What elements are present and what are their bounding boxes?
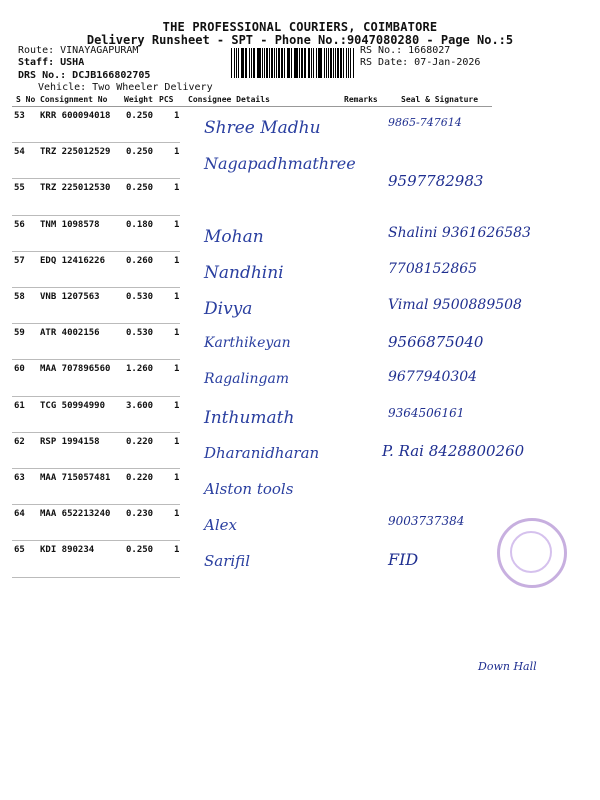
- table-row: [0, 144, 600, 180]
- row-pcs: 1: [174, 292, 180, 302]
- row-divider: [12, 323, 180, 324]
- row-divider: [12, 577, 180, 578]
- route-label: Route: VINAYAGAPURAM: [18, 45, 139, 56]
- consignee-name: Inthumath: [204, 407, 295, 428]
- row-consignment-no: KRR 600094018: [40, 111, 111, 121]
- table-row: [0, 172, 600, 216]
- signature: Shalini 9361626583: [388, 224, 531, 241]
- row-weight: 0.250: [126, 183, 154, 194]
- row-weight: 1.260: [126, 364, 154, 375]
- consignee-name: Nandhini: [204, 262, 284, 283]
- signature: 9566875040: [388, 333, 484, 352]
- row-sno: 62: [14, 436, 25, 447]
- row-pcs: 1: [174, 545, 180, 556]
- col-pcs: PCS: [159, 95, 174, 104]
- row-sno: 63: [14, 473, 25, 483]
- consignee-name: Ragalingam: [204, 371, 290, 388]
- signature: 9865-747614: [388, 116, 462, 129]
- row-weight: 0.260: [126, 255, 154, 266]
- row-weight: 0.530: [126, 328, 154, 339]
- consignee-name: Shree Madhu: [204, 118, 321, 138]
- rs-date-label: RS Date: 07-Jan-2026: [360, 57, 481, 68]
- row-consignment-no: VNB 1207563: [40, 292, 100, 302]
- col-consignment: Consignment No: [40, 95, 108, 104]
- row-pcs: 1: [174, 183, 180, 194]
- company-title: THE PROFESSIONAL COURIERS, COIMBATORE: [162, 20, 438, 34]
- col-consignee: Consignee Details: [188, 95, 270, 104]
- row-sno: 59: [14, 328, 25, 339]
- row-sno: 60: [14, 364, 25, 375]
- row-pcs: 1: [174, 219, 180, 230]
- table-row: [0, 361, 600, 397]
- table-row: [0, 325, 600, 361]
- row-pcs: 1: [174, 473, 180, 483]
- row-consignment-no: TCG 50994990: [40, 400, 106, 411]
- row-divider: [12, 215, 180, 216]
- row-sno: 57: [14, 255, 25, 266]
- row-weight: 0.230: [126, 509, 154, 520]
- row-sno: 65: [14, 545, 25, 556]
- col-sno: S No: [16, 95, 36, 104]
- row-weight: 0.220: [126, 436, 154, 447]
- signature: FID: [388, 550, 419, 570]
- col-remarks: Remarks: [344, 95, 378, 104]
- signature: 7708152865: [388, 260, 478, 277]
- row-consignment-no: MAA 652213240: [40, 509, 111, 520]
- consignee-name: Divya: [204, 299, 253, 319]
- row-consignment-no: TRZ 225012529: [40, 147, 111, 158]
- row-consignment-no: MAA 715057481: [40, 473, 111, 483]
- row-pcs: 1: [174, 147, 180, 158]
- row-divider: [12, 142, 180, 143]
- row-sno: 56: [14, 219, 25, 230]
- row-sno: 61: [14, 400, 25, 411]
- header-divider: [12, 106, 492, 107]
- row-divider: [12, 432, 180, 433]
- row-pcs: 1: [174, 436, 180, 447]
- row-consignment-no: MAA 707896560: [40, 364, 111, 375]
- row-divider: [12, 359, 180, 360]
- consignee-name: Sarifil: [204, 552, 250, 571]
- row-pcs: 1: [174, 255, 180, 266]
- row-consignment-no: ATR 4002156: [40, 328, 100, 339]
- drs-label: DRS No.: DCJB166802705: [18, 70, 151, 81]
- signature: 9597782983: [388, 172, 484, 191]
- table-row: [0, 289, 600, 325]
- runsheet-title: Delivery Runsheet - SPT - Phone No.:9047080280 - Page No.:5: [86, 33, 514, 47]
- row-weight: 0.530: [126, 292, 154, 302]
- consignee-name: Mohan: [204, 226, 264, 247]
- row-divider: [12, 251, 180, 252]
- row-pcs: 1: [174, 328, 180, 339]
- row-pcs: 1: [174, 111, 180, 121]
- signature: 9003737384: [388, 514, 465, 529]
- row-divider: [12, 504, 180, 505]
- row-consignment-no: EDQ 12416226: [40, 255, 106, 266]
- table-row: [0, 470, 600, 506]
- col-weight: Weight: [124, 95, 153, 104]
- row-divider: [12, 540, 180, 541]
- courier-stamp: [497, 518, 567, 588]
- row-weight: 0.180: [126, 219, 154, 230]
- signature: 9364506161: [388, 405, 465, 420]
- consignee-name: Dharanidharan: [204, 443, 320, 462]
- row-divider: [12, 468, 180, 469]
- consignee-name: Alston tools: [204, 480, 294, 498]
- row-pcs: 1: [174, 400, 180, 411]
- table-row: [0, 108, 600, 144]
- consignee-name: Nagapadhmathree: [204, 154, 356, 174]
- row-consignment-no: RSP 1994158: [40, 436, 100, 447]
- row-pcs: 1: [174, 509, 180, 520]
- row-sno: 54: [14, 147, 25, 158]
- vehicle-label: Vehicle: Two Wheeler Delivery: [38, 82, 213, 93]
- row-weight: 3.600: [126, 400, 154, 411]
- signature: 9677940304: [388, 369, 478, 386]
- row-consignment-no: TNM 1098578: [40, 219, 100, 230]
- table-row: [0, 253, 600, 289]
- row-divider: [12, 178, 180, 179]
- handwritten-note: Down Hall: [478, 660, 537, 673]
- row-divider: [12, 287, 180, 288]
- rs-no-label: RS No.: 1668027: [360, 45, 451, 56]
- staff-label: Staff: USHA: [18, 57, 85, 68]
- row-weight: 0.250: [126, 111, 154, 121]
- row-consignment-no: TRZ 225012530: [40, 183, 111, 194]
- signature: Vimal 9500889508: [388, 297, 522, 313]
- row-sno: 64: [14, 509, 25, 520]
- signature: P. Rai 8428800260: [382, 441, 525, 460]
- row-sno: 53: [14, 111, 25, 121]
- table-row: [0, 398, 600, 434]
- consignee-name: Karthikeyan: [204, 335, 291, 352]
- row-divider: [12, 396, 180, 397]
- table-row: [0, 217, 600, 253]
- consignee-name: Alex: [204, 516, 237, 535]
- row-sno: 58: [14, 292, 25, 302]
- table-row: [0, 434, 600, 470]
- row-pcs: 1: [174, 364, 180, 375]
- barcode-image: [231, 48, 355, 78]
- row-weight: 0.250: [126, 147, 154, 158]
- col-seal-signature: Seal & Signature: [401, 95, 479, 104]
- row-weight: 0.250: [126, 545, 154, 556]
- row-sno: 55: [14, 183, 25, 194]
- row-consignment-no: KDI 890234: [40, 545, 95, 556]
- row-weight: 0.220: [126, 473, 154, 483]
